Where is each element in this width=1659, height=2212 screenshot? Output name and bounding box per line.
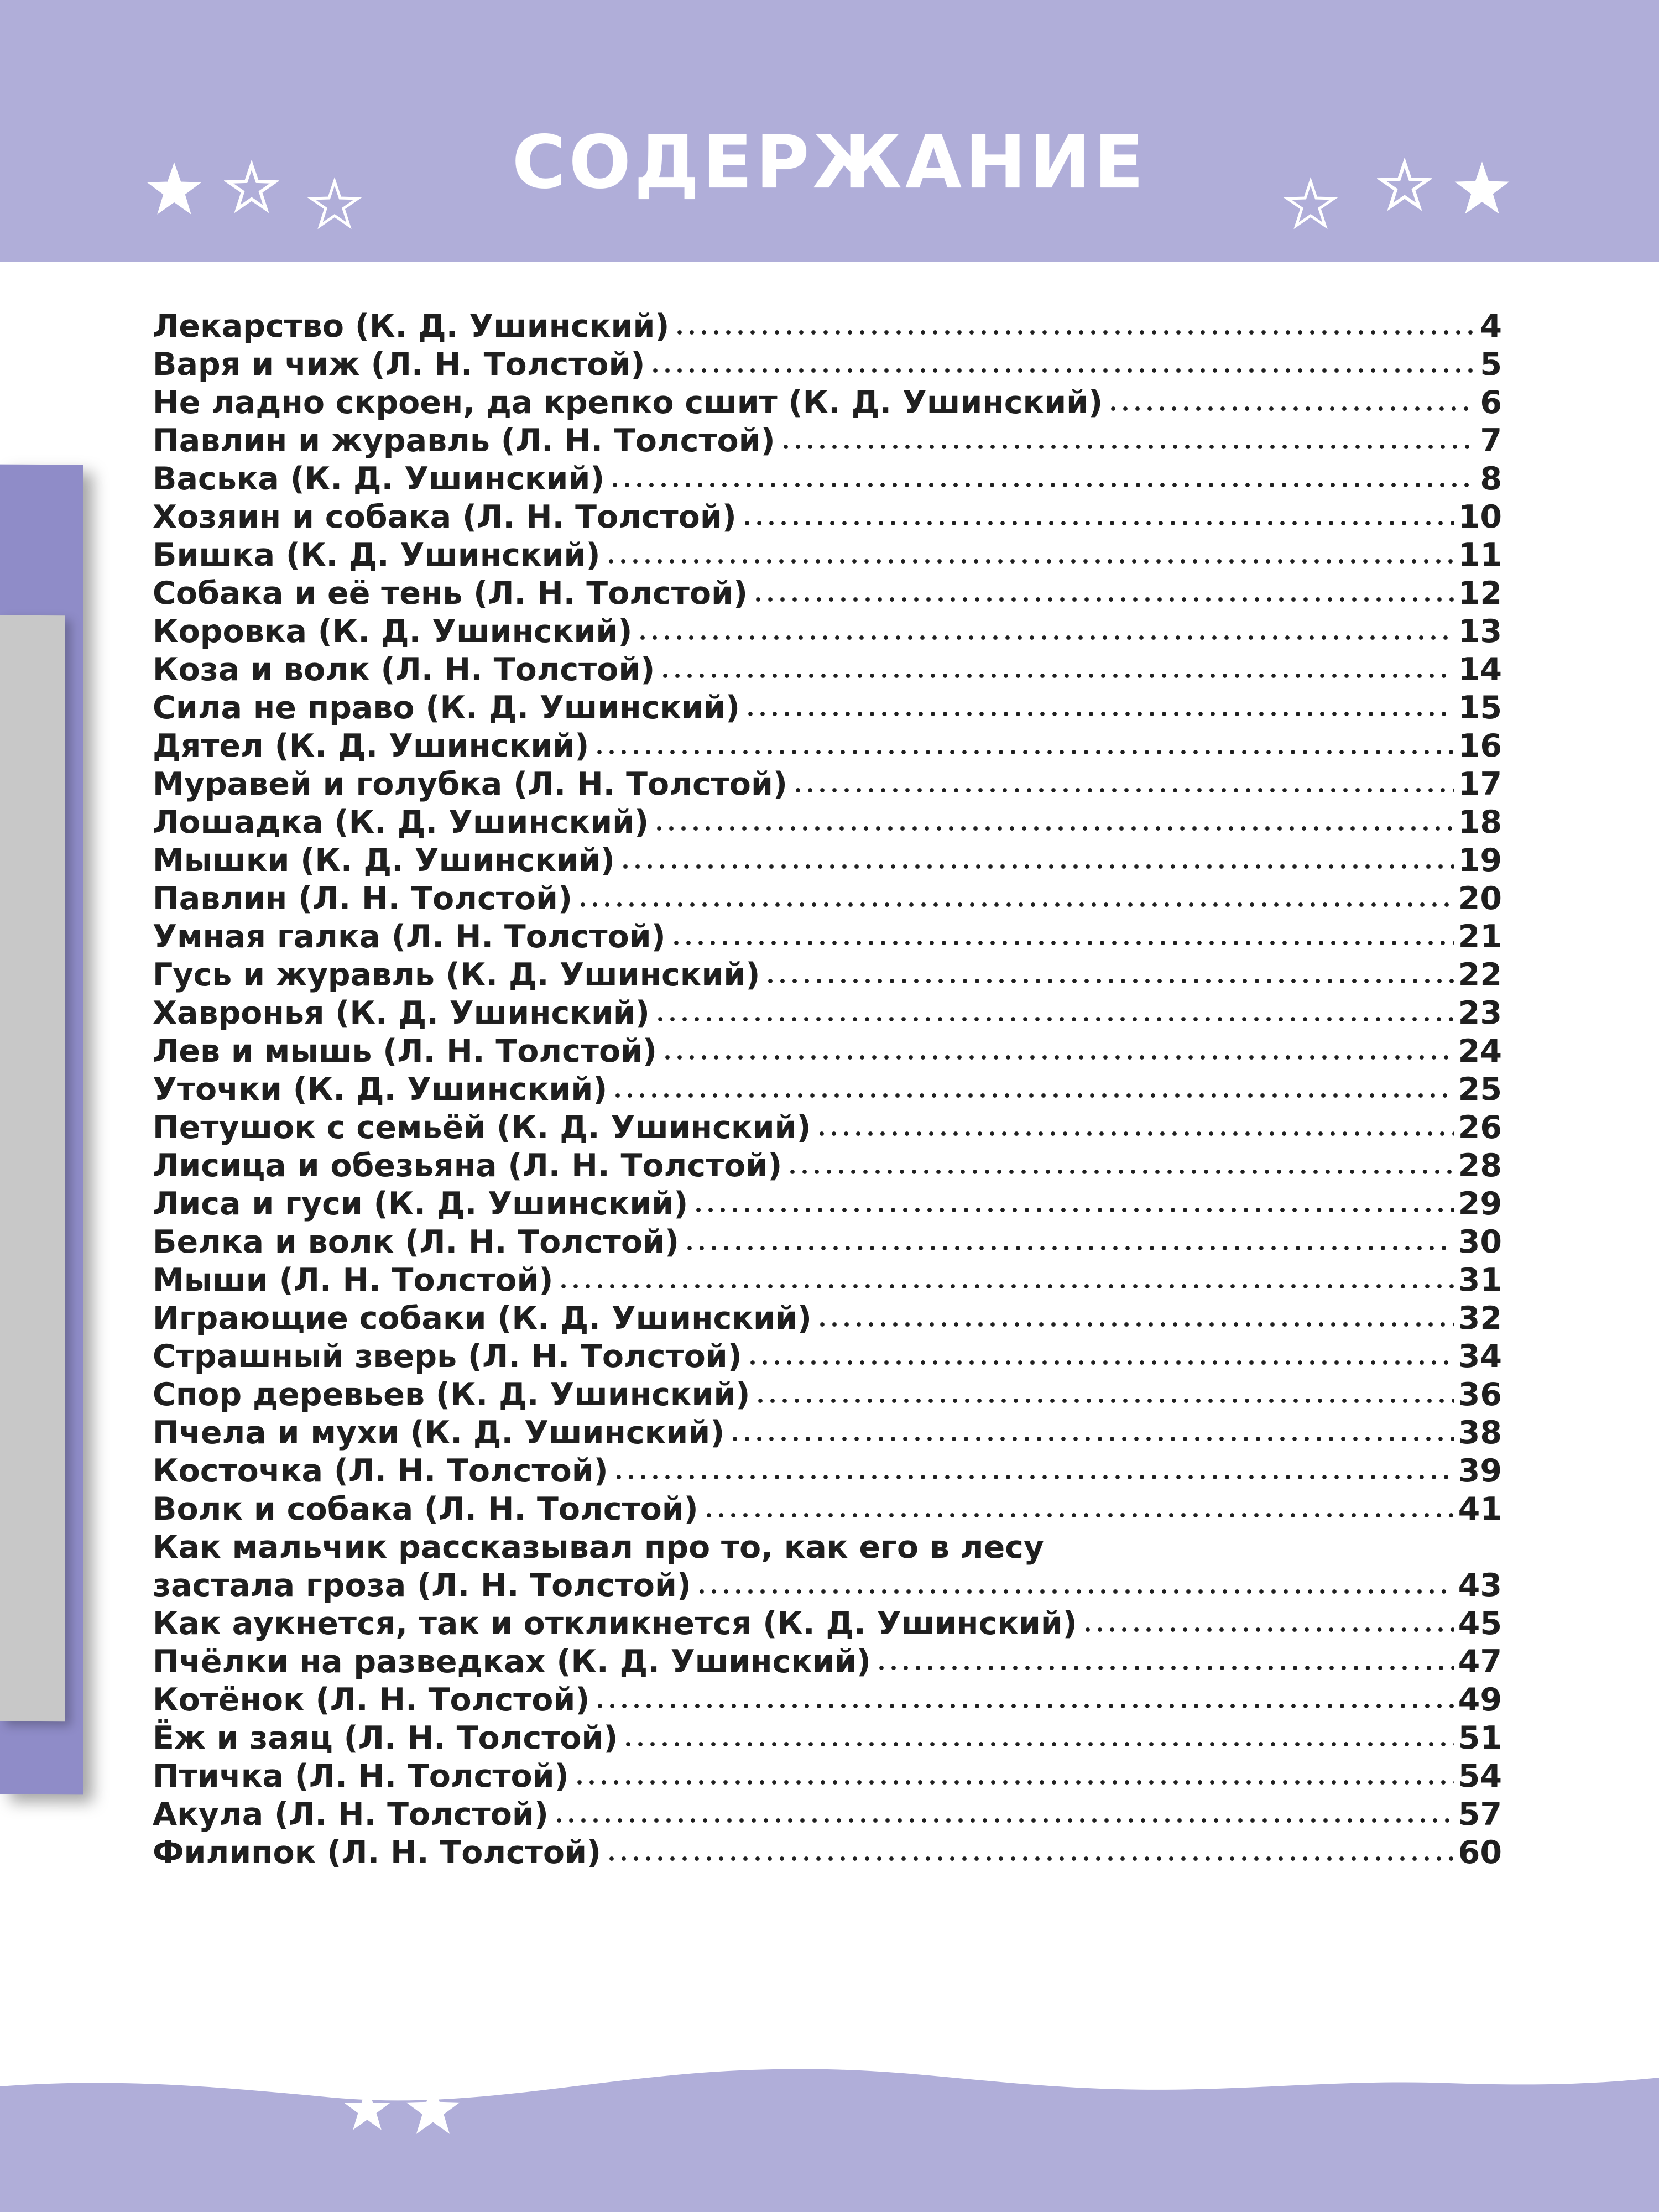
star-icon: [1377, 158, 1432, 213]
dot-leader: [622, 1739, 1453, 1750]
toc-entry-page: 31: [1458, 1262, 1502, 1298]
toc-entry-title: Гусь и журавль (К. Д. Ушинский): [153, 957, 760, 993]
dot-leader: [649, 365, 1475, 376]
toc-entry-title: Коза и волк (Л. Н. Толстой): [153, 651, 655, 688]
toc-entry: [153, 384, 1502, 422]
bottom-wave: [0, 2038, 1659, 2212]
toc-entry-line: [153, 1414, 1502, 1452]
toc-entry-title: Играющие собаки (К. Д. Ушинский): [153, 1300, 812, 1337]
toc-entry: [153, 651, 1502, 689]
dot-leader: [729, 1433, 1453, 1444]
toc-entry-line: [153, 842, 1502, 880]
toc-entry-page: 47: [1458, 1644, 1502, 1680]
toc-entry-title: Хозяин и собака (Л. Н. Толстой): [153, 499, 737, 535]
toc-entry: [153, 804, 1502, 842]
toc-entry-page: 26: [1458, 1109, 1502, 1146]
toc-entry-page: 49: [1458, 1682, 1502, 1718]
toc-entry-title: Лев и мышь (Л. Н. Толстой): [153, 1033, 658, 1070]
left-book-edge: [0, 465, 83, 1795]
dot-leader: [875, 1662, 1454, 1673]
dot-leader: [1082, 1624, 1454, 1635]
toc-entry-title: Мыши (Л. Н. Толстой): [153, 1262, 554, 1298]
toc-entry-line: [153, 460, 1502, 498]
toc-entry-line: [153, 1605, 1502, 1643]
toc-entry: [153, 880, 1502, 918]
toc-entry: [153, 689, 1502, 727]
toc-entry-title: Коровка (К. Д. Ушинский): [153, 613, 633, 650]
toc-entry-line: [153, 613, 1502, 651]
dot-leader: [606, 1853, 1454, 1864]
toc-entry-title: Собака и её тень (Л. Н. Толстой): [153, 575, 748, 612]
toc-entry-page: 21: [1458, 919, 1502, 955]
toc-entry: [153, 842, 1502, 880]
dot-leader: [1107, 403, 1475, 414]
dot-leader: [786, 1166, 1453, 1177]
toc-entry: [153, 1719, 1502, 1757]
toc-entry-line: [153, 307, 1502, 346]
toc-entry-line: [153, 765, 1502, 804]
toc-entry-line: [153, 1681, 1502, 1719]
star-icon: [1283, 177, 1338, 232]
toc-entry-line: [153, 727, 1502, 765]
dot-leader: [659, 670, 1453, 681]
dot-leader: [613, 1472, 1454, 1483]
toc-entry-title: Лошадка (К. Д. Ушинский): [153, 804, 649, 841]
toc-entry-title: Павлин и журавль (Л. Н. Толстой): [153, 422, 775, 459]
toc-entry-page: 20: [1458, 880, 1502, 917]
toc-entry-title: Варя и чиж (Л. Н. Толстой): [153, 346, 645, 383]
toc-entry-page: 17: [1458, 766, 1502, 802]
dot-leader: [612, 1090, 1453, 1101]
toc-entry-multiline: [153, 1528, 1502, 1605]
toc-entry-title: Акула (Л. Н. Толстой): [153, 1796, 549, 1833]
dot-leader: [653, 823, 1454, 834]
toc-entry-title: Павлин (Л. Н. Толстой): [153, 880, 573, 917]
toc-entry: [153, 1681, 1502, 1719]
toc-entry: [153, 536, 1502, 575]
toc-entry-title: Лиса и гуси (К. Д. Ушинский): [153, 1186, 688, 1222]
dot-leader: [741, 518, 1454, 529]
toc-entry-line: [153, 1834, 1502, 1872]
toc-entry-title: Лекарство (К. Д. Ушинский): [153, 308, 670, 345]
toc-entry-line: [153, 1719, 1502, 1757]
toc-entry-line: [153, 1376, 1502, 1414]
toc-entry-title: Птичка (Л. Н. Толстой): [153, 1758, 569, 1794]
toc-entry-title: Спор деревьев (К. Д. Ушинский): [153, 1376, 750, 1413]
toc-entry-line: [153, 1452, 1502, 1490]
dot-leader: [661, 1052, 1454, 1063]
toc-entry-page: 11: [1458, 537, 1502, 573]
toc-entry-page: 14: [1458, 651, 1502, 688]
toc-entry-line: [153, 1261, 1502, 1300]
toc-entry-line: [153, 1643, 1502, 1681]
toc-entry-line: [153, 498, 1502, 536]
toc-entry-line: [153, 1796, 1502, 1834]
toc-entry-page: 10: [1458, 499, 1502, 535]
toc-entry-title: Как аукнется, так и откликнется (К. Д. Ушинский): [153, 1605, 1077, 1642]
toc-entry-page: 24: [1458, 1033, 1502, 1070]
toc-entry: [153, 460, 1502, 498]
star-icon: [406, 2083, 460, 2137]
toc-entry-page: 29: [1458, 1186, 1502, 1222]
toc-entry-line: [153, 918, 1502, 956]
toc-entry-line: [153, 1185, 1502, 1223]
toc-entry-page: 60: [1458, 1834, 1502, 1871]
toc-entry: [153, 1185, 1502, 1223]
toc-entry-page: 23: [1458, 995, 1502, 1031]
dot-leader: [703, 1510, 1454, 1521]
toc-entry: [153, 575, 1502, 613]
toc-entry-line: [153, 1490, 1502, 1528]
toc-entry-line: [153, 1300, 1502, 1338]
dot-leader: [816, 1319, 1454, 1330]
toc-entry-page: 19: [1458, 842, 1502, 879]
toc-entry: [153, 1452, 1502, 1490]
toc-entry: [153, 1109, 1502, 1147]
toc-entry-line: [153, 1567, 1502, 1605]
dot-leader: [744, 708, 1454, 719]
toc-entry: [153, 346, 1502, 384]
toc-entry-title: Бишка (К. Д. Ушинский): [153, 537, 601, 573]
dot-leader: [816, 1128, 1454, 1139]
toc-entry: [153, 765, 1502, 804]
toc-entry: [153, 422, 1502, 460]
toc-entry: [153, 1147, 1502, 1185]
dot-leader: [752, 594, 1454, 605]
dot-leader: [619, 861, 1454, 872]
dot-leader: [605, 556, 1454, 567]
toc-entry-line: [153, 994, 1502, 1032]
toc-entry-page: 5: [1480, 346, 1502, 383]
toc-entry-line: [153, 880, 1502, 918]
toc-entry: [153, 1032, 1502, 1071]
toc-entry: [153, 1338, 1502, 1376]
dot-leader: [674, 327, 1475, 338]
toc-entry-line: [153, 1757, 1502, 1796]
toc-entry-page: 39: [1458, 1453, 1502, 1489]
toc-entry: [153, 956, 1502, 994]
dot-leader: [609, 479, 1475, 491]
dot-leader: [670, 937, 1454, 948]
toc-entry-title: Страшный зверь (Л. Н. Толстой): [153, 1338, 742, 1375]
toc-entry: [153, 1414, 1502, 1452]
toc-entry-title: Умная галка (Л. Н. Толстой): [153, 919, 666, 955]
toc-entry-line: [153, 651, 1502, 689]
toc-entry-line: [153, 1338, 1502, 1376]
star-icon: [344, 2086, 390, 2132]
toc-entry-page: 30: [1458, 1224, 1502, 1260]
toc-entry: [153, 1643, 1502, 1681]
toc-entry-line: [153, 1071, 1502, 1109]
dot-leader: [553, 1815, 1454, 1826]
toc-entry-page: 32: [1458, 1300, 1502, 1337]
toc-entry-title: застала гроза (Л. Н. Толстой): [153, 1567, 691, 1604]
toc-entry-line: [153, 1223, 1502, 1261]
toc-entry-title: Хавронья (К. Д. Ушинский): [153, 995, 650, 1031]
dot-leader: [764, 975, 1453, 987]
toc-entry-line: [153, 575, 1502, 613]
toc-entry-title: Петушок с семьёй (К. Д. Ушинский): [153, 1109, 811, 1146]
toc-entry-title: Волк и собака (Л. Н. Толстой): [153, 1491, 698, 1527]
toc-entry-line: [153, 804, 1502, 842]
dot-leader: [792, 785, 1454, 796]
toc-entry-line: [153, 1032, 1502, 1071]
toc-entry-page: 51: [1458, 1720, 1502, 1756]
dot-leader: [593, 747, 1453, 758]
toc-entry-title: Муравей и голубка (Л. Н. Толстой): [153, 766, 787, 802]
dot-leader: [573, 1777, 1454, 1788]
toc-entry-page: 15: [1458, 690, 1502, 726]
dot-leader: [747, 1357, 1454, 1368]
toc-entry: [153, 1834, 1502, 1872]
dot-leader: [780, 441, 1475, 452]
toc-entry-title: Белка и волк (Л. Н. Толстой): [153, 1224, 679, 1260]
dot-leader: [557, 1281, 1453, 1292]
toc-entry-page: 8: [1480, 461, 1502, 497]
toc-entry-page: 36: [1458, 1376, 1502, 1413]
toc-entry-page: 6: [1480, 384, 1502, 421]
dot-leader: [594, 1700, 1453, 1712]
toc-entry: [153, 1605, 1502, 1643]
toc-entry-title-first-line: Как мальчик рассказывал про то, как его в лесу: [153, 1529, 1045, 1566]
toc-entry-page: 41: [1458, 1491, 1502, 1527]
dot-leader: [696, 1586, 1454, 1597]
toc-entry-page: 45: [1458, 1605, 1502, 1642]
toc-entry-title: Лисица и обезьяна (Л. Н. Толстой): [153, 1147, 782, 1184]
toc-entry-line: [153, 1109, 1502, 1147]
toc-entry: [153, 307, 1502, 346]
toc-entry-page: 25: [1458, 1071, 1502, 1108]
toc-entry-line: [153, 689, 1502, 727]
toc-entry: [153, 727, 1502, 765]
toc-entry-title: Котёнок (Л. Н. Толстой): [153, 1682, 590, 1718]
toc-entry-title: Васька (К. Д. Ушинский): [153, 461, 605, 497]
toc-entry-title: Сила не право (К. Д. Ушинский): [153, 690, 740, 726]
dot-leader: [684, 1243, 1454, 1254]
toc-entry-page: 34: [1458, 1338, 1502, 1375]
toc-entry: [153, 1376, 1502, 1414]
toc-entry-page: 28: [1458, 1147, 1502, 1184]
toc-entry-line: [153, 384, 1502, 422]
toc-entry-page: 54: [1458, 1758, 1502, 1794]
toc-entry-page: 57: [1458, 1796, 1502, 1833]
toc-entry-page: 43: [1458, 1567, 1502, 1604]
page-title: СОДЕРЖАНИЕ: [512, 120, 1147, 205]
toc-entry-page: 38: [1458, 1415, 1502, 1451]
dot-leader: [654, 1014, 1454, 1025]
toc-entry: [153, 1071, 1502, 1109]
toc-entry: [153, 1796, 1502, 1834]
dot-leader: [692, 1204, 1453, 1215]
dot-leader: [577, 899, 1454, 910]
table-of-contents-list: [153, 307, 1502, 1872]
toc-entry-line: [153, 1147, 1502, 1185]
toc-entry-page: 16: [1458, 728, 1502, 764]
toc-entry-line: [153, 422, 1502, 460]
left-book-inner: [0, 615, 65, 1722]
toc-entry: [153, 994, 1502, 1032]
toc-entry-line: [153, 536, 1502, 575]
toc-entry-page: 18: [1458, 804, 1502, 841]
toc-entry-page: 12: [1458, 575, 1502, 612]
toc-entry-title: Ёж и заяц (Л. Н. Толстой): [153, 1720, 618, 1756]
toc-entry-title: Пчёлки на разведках (К. Д. Ушинский): [153, 1644, 871, 1680]
toc-entry: [153, 1223, 1502, 1261]
toc-entry-title: Уточки (К. Д. Ушинский): [153, 1071, 608, 1108]
toc-entry-title: Мышки (К. Д. Ушинский): [153, 842, 615, 879]
toc-entry-page: 4: [1480, 308, 1502, 345]
toc-entry-title: Не ладно скроен, да крепко сшит (К. Д. Ушинский): [153, 384, 1103, 421]
toc-entry: [153, 1300, 1502, 1338]
toc-entry-line: [153, 346, 1502, 384]
toc-entry: [153, 918, 1502, 956]
toc-entry-title: Пчела и мухи (К. Д. Ушинский): [153, 1415, 725, 1451]
toc-entry-title: Дятел (К. Д. Ушинский): [153, 728, 589, 764]
toc-entry: [153, 1490, 1502, 1528]
toc-entry-line: [153, 956, 1502, 994]
toc-entry-title: Филипок (Л. Н. Толстой): [153, 1834, 602, 1871]
dot-leader: [637, 632, 1453, 643]
toc-entry-page: 13: [1458, 613, 1502, 650]
toc-entry: [153, 1261, 1502, 1300]
toc-entry-page: 7: [1480, 422, 1502, 459]
toc-entry-page: 22: [1458, 957, 1502, 993]
dot-leader: [754, 1395, 1453, 1406]
toc-entry: [153, 1757, 1502, 1796]
star-icon: [1454, 161, 1510, 217]
toc-entry: [153, 613, 1502, 651]
toc-entry-title: Косточка (Л. Н. Толстой): [153, 1453, 608, 1489]
toc-entry: [153, 498, 1502, 536]
